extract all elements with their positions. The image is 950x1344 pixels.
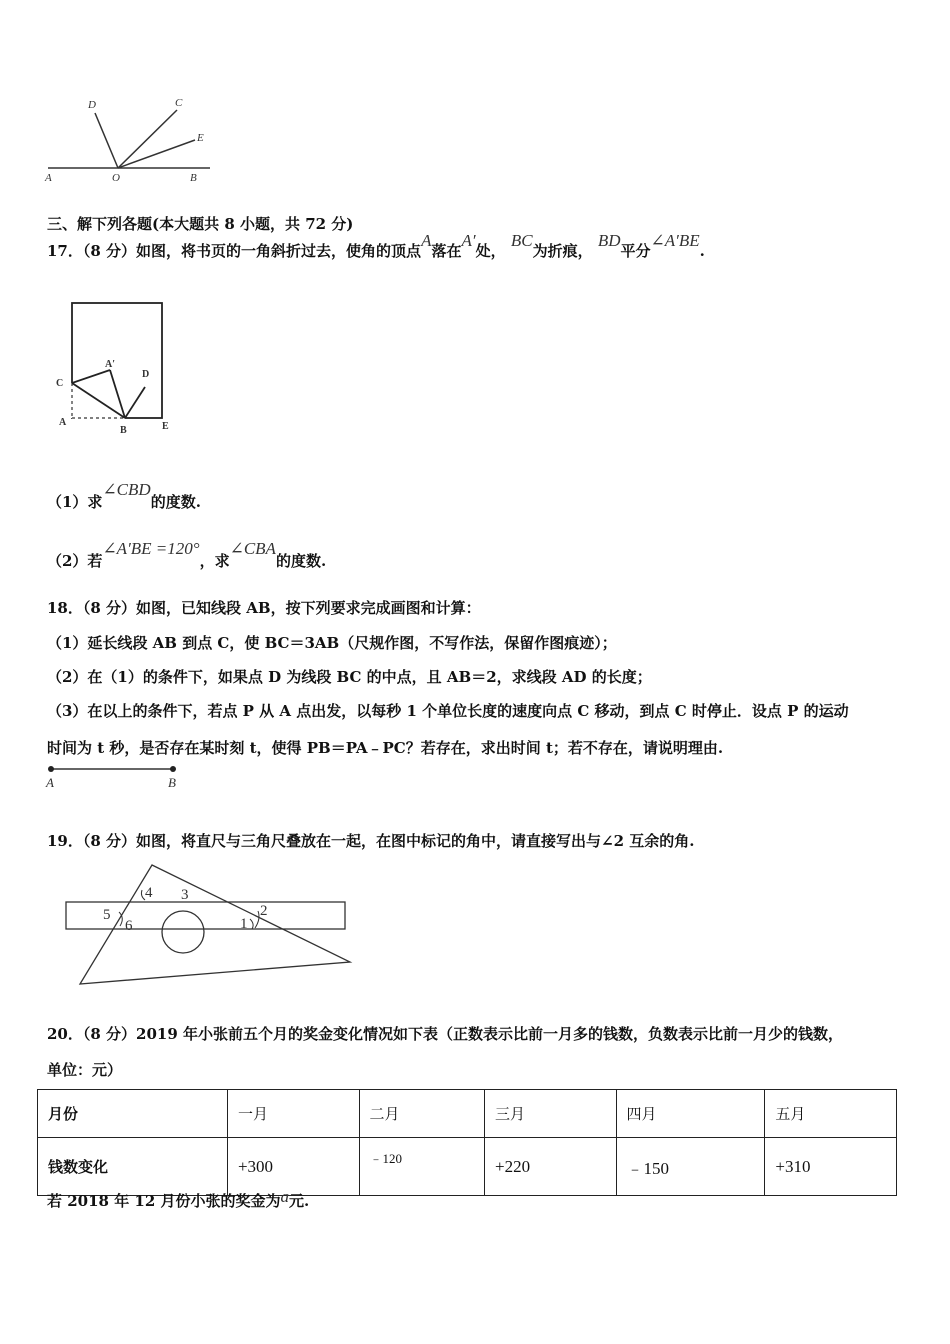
label-B18: B — [168, 775, 176, 790]
angle-label-4: 4 — [145, 885, 153, 901]
q17-part2-suffix: 的度数. — [275, 552, 327, 570]
q18-line4: （3）在以上的条件下，若点 P 从 A 点出发，以每秒 1 个单位长度的速度向点 C 移动，到点 C 时停止．设点 P 的运动 — [47, 702, 849, 720]
q17-part1-suffix: 的度数. — [150, 493, 201, 511]
label-B17: B — [120, 425, 127, 436]
arc-1 — [250, 919, 253, 929]
label-E17: E — [162, 421, 169, 432]
label-D: D — [88, 99, 96, 111]
value-cell: ﹣120 — [359, 1138, 484, 1196]
q20-footer-math: a — [280, 1187, 290, 1206]
label-D17: D — [142, 369, 150, 380]
value-cell: ﹣150 — [616, 1138, 765, 1196]
q20-footer — [47, 1187, 310, 1211]
q17-part2-mid: ，求 — [199, 552, 230, 570]
angle-figure — [40, 95, 220, 190]
header-cell: 三月 — [484, 1090, 616, 1138]
ray-OD — [95, 113, 118, 168]
q17-part1 — [47, 480, 201, 512]
q18-line1: 18．（8 分）如图，已知线段 AB，按下列要求完成画图和计算： — [47, 599, 481, 617]
angle-label-1: 1 — [240, 916, 248, 932]
angle-label-6: 6 — [125, 918, 133, 934]
q17-part1-prefix: （1）求 — [47, 493, 103, 511]
q17-part2 — [47, 539, 327, 571]
ruler-triangle-figure — [62, 860, 362, 990]
angle-label-3: 3 — [181, 887, 189, 903]
q20-footer-prefix: 若 2018 年 12 月份小张的奖金为 — [47, 1192, 281, 1210]
q17-math-angle: ∠A′BE — [650, 231, 700, 250]
folded-page-figure — [45, 295, 185, 440]
label-E: E — [197, 132, 204, 144]
label-A17: A — [59, 417, 67, 428]
q20-footer-suffix: 元. — [289, 1192, 310, 1210]
point-A — [48, 766, 54, 772]
value-cell: +310 — [765, 1138, 897, 1196]
q17-text4: 为折痕， — [532, 242, 593, 260]
label-C: C — [175, 97, 183, 109]
triangle-hole — [162, 911, 204, 953]
q17-score: （8 分） — [82, 242, 137, 260]
label-A: A — [45, 172, 52, 184]
q17-text5: 平分 — [620, 242, 651, 260]
q17-math-A: A — [421, 231, 432, 250]
segment-AB-figure — [42, 763, 192, 793]
q17-number: 17． — [47, 242, 83, 260]
seg-CA1 — [72, 370, 110, 383]
label-C17: C — [56, 378, 64, 389]
q17-text1: 如图，将书页的一角斜折过去，使角的顶点 — [136, 242, 422, 260]
q17-text2: 落在 — [431, 242, 462, 260]
ray-OE — [118, 140, 195, 168]
q17-text3: 处， — [475, 242, 506, 260]
header-cell: 五月 — [765, 1090, 897, 1138]
seg-A1B — [110, 370, 125, 418]
seg-BD — [125, 387, 145, 418]
label-O: O — [112, 172, 120, 184]
label-A1: A′ — [105, 359, 116, 370]
q17-part1-math: ∠CBD — [102, 480, 151, 499]
q17-part2-math1: ∠A′BE =120° — [102, 539, 200, 558]
value-cell: +220 — [484, 1138, 616, 1196]
q17-part2-prefix: （2）若 — [47, 552, 103, 570]
table-row — [38, 1138, 897, 1196]
crease-CB — [72, 383, 125, 418]
header-cell: 一月 — [227, 1090, 359, 1138]
header-cell: 月份 — [38, 1090, 228, 1138]
angle-label-2: 2 — [260, 903, 268, 919]
row-label: 钱数变化 — [38, 1138, 228, 1196]
q18-line2: （1）延长线段 AB 到点 C，使 BC＝3AB（尺规作图，不写作法，保留作图痕迹）； — [47, 634, 617, 652]
q17-math-A1: A′ — [461, 231, 476, 250]
point-B — [170, 766, 176, 772]
page-rect — [72, 303, 162, 418]
bonus-table — [37, 1089, 897, 1196]
q17-part2-math2: ∠CBA — [229, 539, 276, 558]
header-cell: 四月 — [616, 1090, 765, 1138]
angle-label-5: 5 — [103, 907, 111, 923]
q18-line5: 时间为 t 秒，是否存在某时刻 t，使得 PB＝PA﹣PC？若存在，求出时间 t；若不存在，请说明理由. — [47, 739, 724, 757]
q20-line2: 单位：元） — [47, 1061, 123, 1079]
q17-stem — [47, 231, 705, 261]
value-cell: +300 — [227, 1138, 359, 1196]
label-A18: A — [46, 775, 54, 790]
arc-2 — [255, 911, 259, 928]
q17-math-BC: BC — [510, 231, 533, 250]
q17-text6: . — [699, 242, 705, 260]
section-heading: 三、解下列各题(本大题共 8 小题，共 72 分) — [47, 215, 354, 233]
table-header-row — [38, 1090, 897, 1138]
q19-line1: 19．（8 分）如图，将直尺与三角尺叠放在一起，在图中标记的角中，请直接写出与∠2 互余的角. — [47, 832, 695, 850]
ray-OC — [118, 110, 177, 168]
q18-line3: （2）在（1）的条件下，如果点 D 为线段 BC 的中点，且 AB＝2，求线段 AD 的长度； — [47, 668, 652, 686]
q20-line1: 20．（8 分）2019 年小张前五个月的奖金变化情况如下表（正数表示比前一月多的钱数，负数表示比前一月少的钱数， — [47, 1025, 844, 1043]
header-cell: 二月 — [359, 1090, 484, 1138]
q17-math-BD: BD — [597, 231, 621, 250]
label-B: B — [190, 172, 197, 184]
